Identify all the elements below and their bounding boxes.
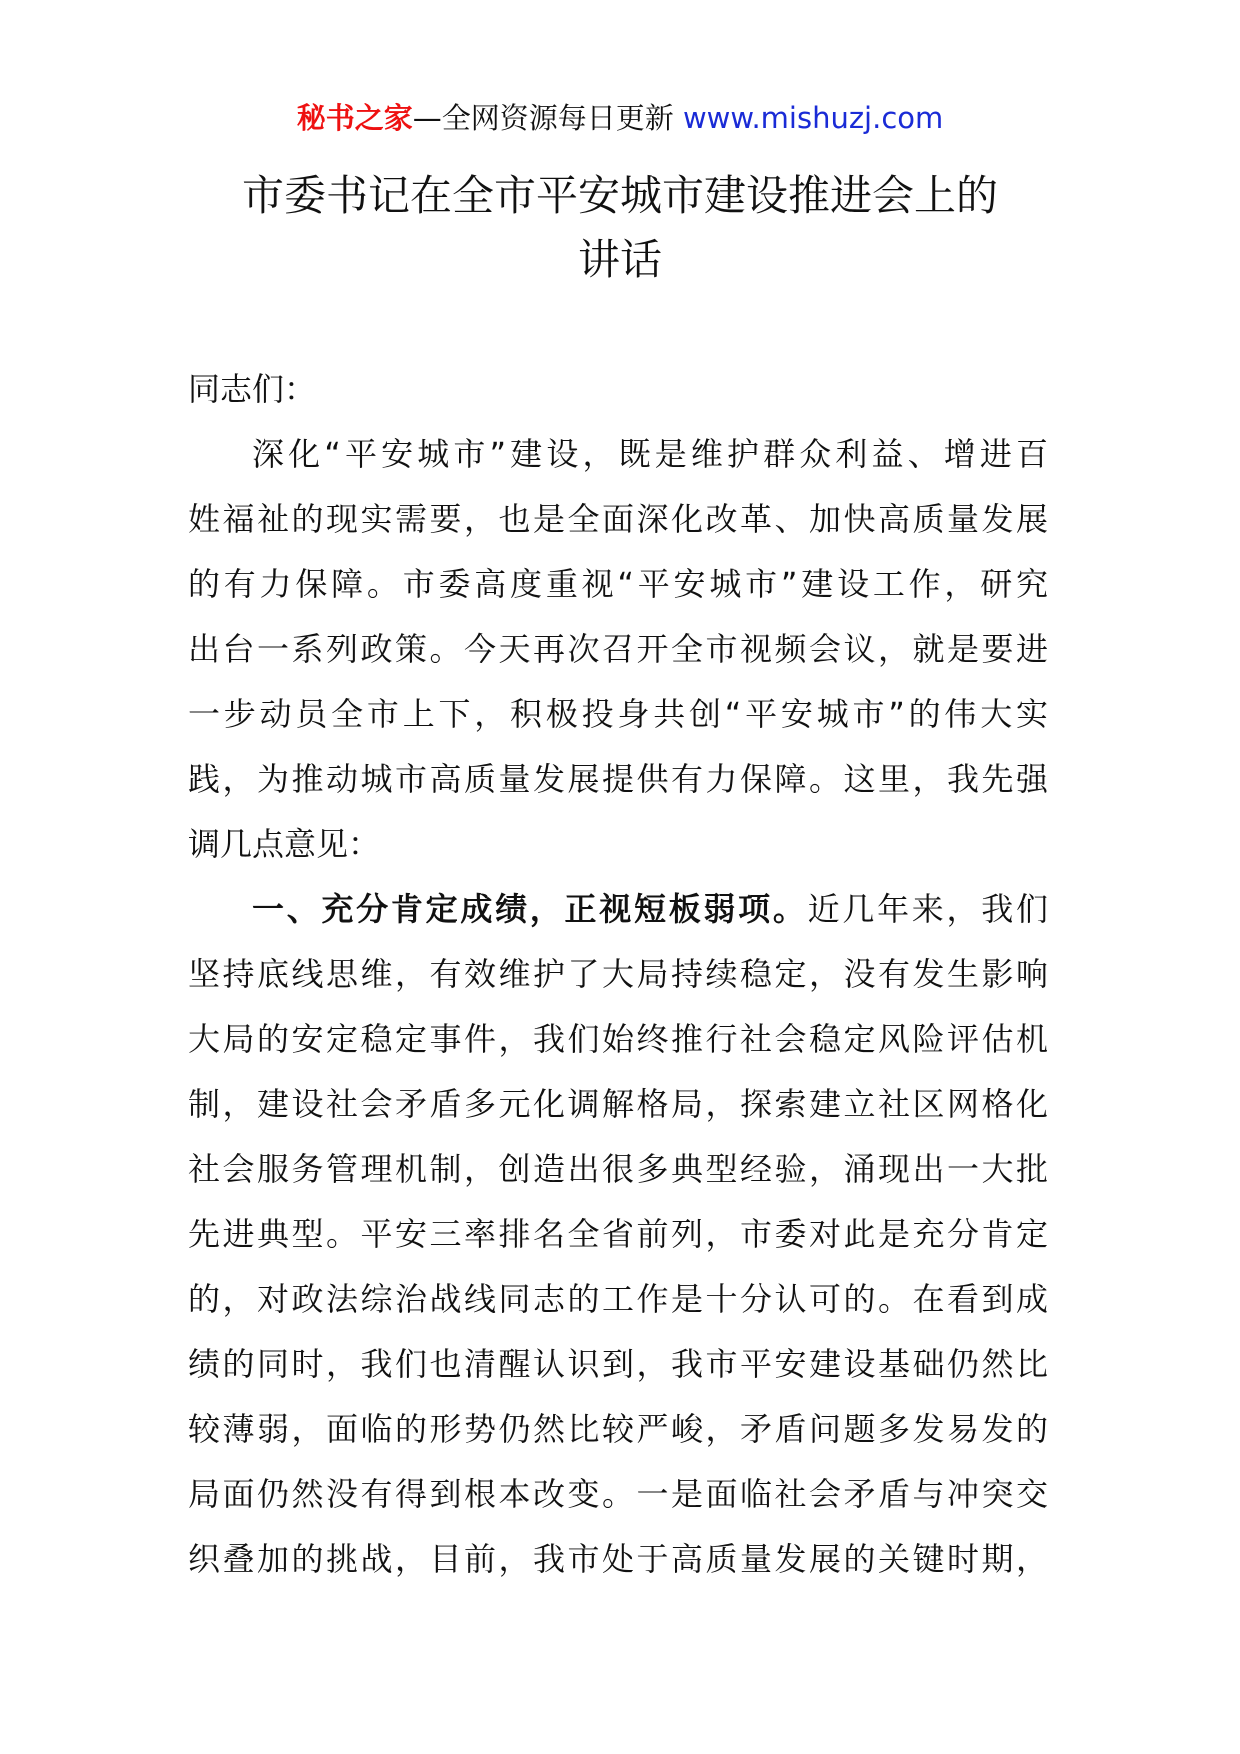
site-link[interactable]: www.mishuzj.com [682, 101, 944, 135]
paragraph-1-line: 践，为推动城市高质量发展提供有力保障。这里，我先强 [188, 760, 1048, 798]
paragraph-1-line: 调几点意见： [188, 825, 381, 863]
paragraph-2-line: 较薄弱，面临的形势仍然比较严峻，矛盾问题多发易发的 [188, 1410, 1048, 1448]
paragraph-1-line: 的有力保障。市委高度重视“平安城市”建设工作，研究 [188, 565, 1048, 603]
paragraph-2-line: 先进典型。平安三率排名全省前列，市委对此是充分肯定 [188, 1215, 1048, 1253]
title-line-1: 市委书记在全市平安城市建设推进会上的 [241, 171, 998, 220]
page-header [0, 98, 1240, 138]
paragraph-2-line: 的，对政法综治战线同志的工作是十分认可的。在看到成 [188, 1280, 1048, 1318]
paragraph-2-first-line [188, 877, 1048, 942]
paragraph-2-line: 社会服务管理机制，创造出很多典型经验，涌现出一大批 [188, 1150, 1048, 1188]
header-tagline: —全网资源每日更新 [412, 101, 683, 135]
paragraph-1-line: 出台一系列政策。今天再次召开全市视频会议，就是要进 [188, 630, 1048, 668]
paragraph-2-line: 大局的安定稳定事件，我们始终推行社会稳定风险评估机 [188, 1020, 1048, 1058]
brand-name: 秘书之家 [296, 101, 413, 135]
paragraph-1-line: 姓福祉的现实需要，也是全面深化改革、加快高质量发展 [188, 500, 1048, 538]
salutation: 同志们： [188, 370, 317, 408]
title-line-2: 讲话 [577, 235, 662, 284]
paragraph-1-line: 一步动员全市上下，积极投身共创“平安城市”的伟大实 [188, 695, 1048, 733]
paragraph-2-line: 局面仍然没有得到根本改变。一是面临社会矛盾与冲突交 [188, 1475, 1048, 1513]
paragraph-2-line: 制，建设社会矛盾多元化调解格局，探索建立社区网格化 [188, 1085, 1048, 1123]
paragraph-2-line: 坚持底线思维，有效维护了大局持续稳定，没有发生影响 [188, 955, 1048, 993]
paragraph-2-first-rest: 近几年来，我们 [807, 890, 1048, 928]
paragraph-1-line: 深化“平安城市”建设，既是维护群众利益、增进百 [252, 435, 1048, 473]
section-heading: 一、充分肯定成绩，正视短板弱项。 [252, 890, 808, 928]
document-body [188, 357, 1048, 1592]
paragraph-2-line: 织叠加的挑战，目前，我市处于高质量发展的关键时期， [188, 1540, 1048, 1578]
paragraph-2-line: 绩的同时，我们也清醒认识到，我市平安建设基础仍然比 [188, 1345, 1048, 1383]
document-title [150, 164, 1090, 292]
